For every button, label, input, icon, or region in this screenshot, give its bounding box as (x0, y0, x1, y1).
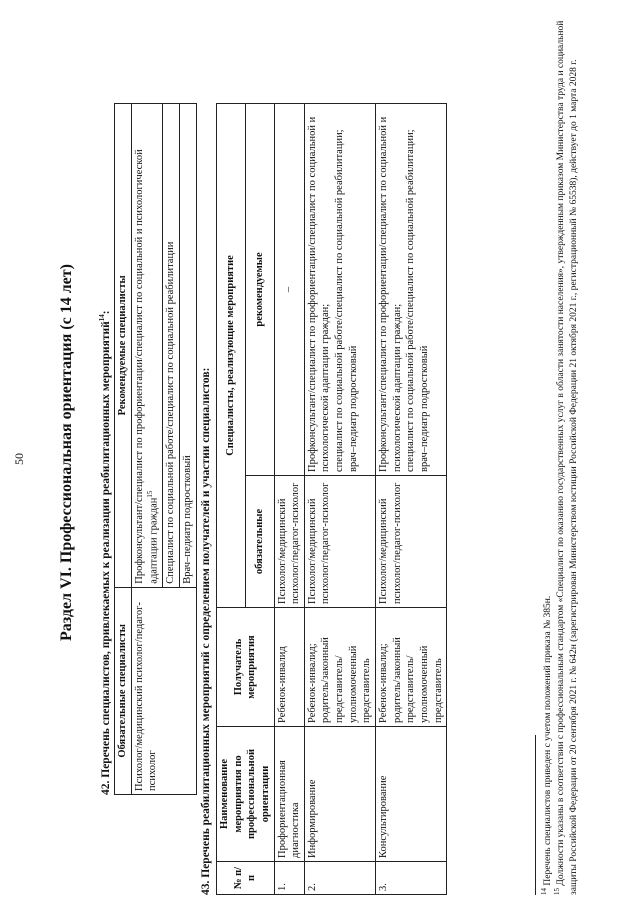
recommended-specialist-cell: Врач–педиатр подростковый (180, 104, 197, 588)
footnote-text: Должности указаны в соответствии с профессиональным стандартом «Специалист по оказанию государственных услуг в области занятости населения», утвержденным приказом Министерства труда и социальной защиты Российской Федерации от 20 сентября 2021 г. № 642н (зарегистрирован Министерством юстиции Российской Федерации 21 октября 2021 г., регистрационный № 65538), действует до 1 марта 2028 г. (556, 20, 579, 895)
footnote-divider (535, 735, 536, 895)
measure-name: Профориентационная диагностика (274, 727, 304, 862)
measure-name: Консультирование (376, 727, 447, 862)
row-number: 2. (304, 862, 375, 895)
table-header-row (115, 104, 132, 795)
footnote-mark: 14 (540, 888, 548, 895)
section42-heading-text: 42. Перечень специалистов, привлекаемых к реализации реабилитационных мероприятий (99, 321, 112, 795)
required-specialists: Психолог/медицинский психолог/педагог-психолог (376, 476, 447, 608)
col-measure-name: Наименование мероприятия по профессиональной ориентации (217, 727, 275, 862)
col-required-specialists: Обязательные специалисты (115, 587, 132, 794)
recipient: Ребенок-инвалид (274, 608, 304, 727)
recommended-specialist-text: Профконсультант/специалист по профориентации/специалист по социальной и психологической адаптации граждан (133, 149, 160, 584)
recommended-specialist-cell (131, 104, 163, 588)
row-number: 3. (376, 862, 447, 895)
required-specialists: Психолог/медицинский психолог/педагог-психолог (274, 476, 304, 608)
table-row (274, 104, 304, 895)
footnote-15 (553, 15, 580, 895)
section43-heading: 43. Перечень реабилитационных мероприятий с определением получателей и участии специалистов: (200, 367, 212, 895)
footnote-ref-14: 14 (98, 314, 106, 322)
footnote-ref-15: 15 (146, 490, 155, 498)
recommended-specialists: Профконсультант/специалист по профориентации/специалист по социальной и психологической адаптации граждан; специалист по социальной работе/специалист по социальной реабилитации; врач–педиатр подростковый (304, 104, 375, 476)
measures-table (216, 103, 447, 895)
specialists-table (114, 103, 197, 795)
table-row (131, 104, 163, 795)
required-specialists: Психолог/медицинский психолог/педагог-психолог (304, 476, 375, 608)
section42-heading: 42. Перечень специалистов, привлекаемых к реализации реабилитационных мероприятий$^{14}$: (98, 310, 112, 795)
measure-name: Информирование (304, 727, 375, 862)
footnote-mark: 15 (553, 888, 561, 895)
page-number: 50 (12, 453, 26, 465)
row-number: 1. (274, 862, 304, 895)
col-number: № п/п (217, 862, 275, 895)
col-recipient: Получатель мероприятия (217, 608, 275, 727)
footnote-text: Перечень специалистов приведен с учетом положений приказа № 385н. (543, 595, 554, 886)
table-row (376, 104, 447, 895)
required-specialist-cell: Психолог/медицинский психолог/педагог-психолог (131, 587, 196, 794)
col-specialists: Специалисты, реализующие мероприятие (217, 104, 246, 608)
table-header-row (217, 104, 246, 895)
col-required: обязательные (245, 476, 274, 608)
recommended-specialist-cell: Специалист по социальной работе/специалист по социальной реабилитации (163, 104, 180, 588)
recommended-specialists: Профконсультант/специалист по профориентации/специалист по социальной и психологической адаптации граждан; специалист по социальной работе/специалист по социальной реабилитации; врач–педиатр подростковый (376, 104, 447, 476)
section-title: Раздел VI. Профессиональная ориентация (с 14 лет) (58, 264, 75, 641)
table-row (304, 104, 375, 895)
col-recommended: рекомендуемые (245, 104, 274, 476)
recommended-specialists: – (274, 104, 304, 476)
recipient: Ребенок-инвалид; родитель/законный представитель/ уполномоченный представитель (304, 608, 375, 727)
recipient: Ребенок-инвалид; родитель/законный представитель/ уполномоченный представитель (376, 608, 447, 727)
col-recommended-specialists: Рекомендуемые специалисты (115, 104, 132, 588)
